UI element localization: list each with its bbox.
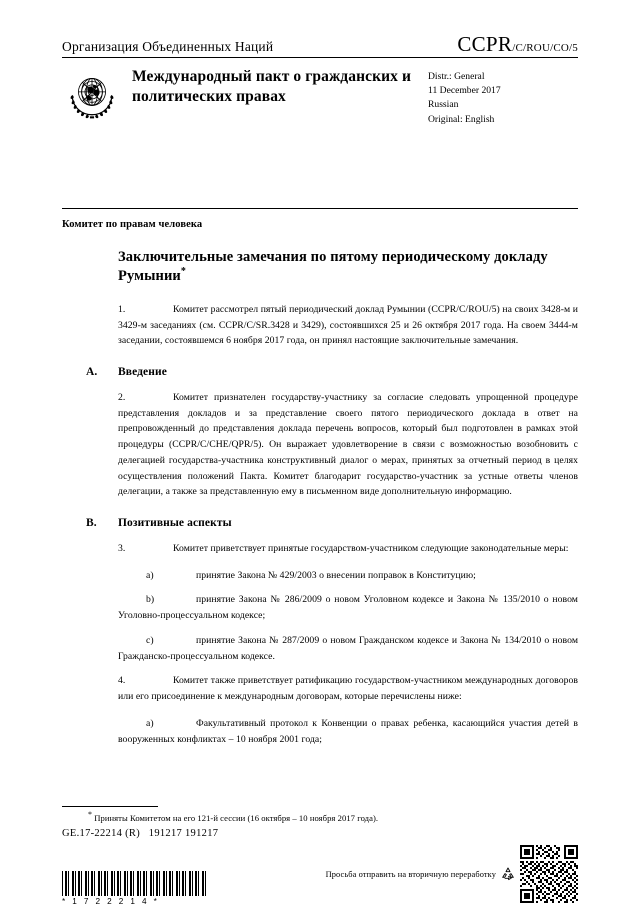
distribution-info (428, 70, 578, 127)
covenant-title: Международный пакт о гражданских и политических правах (132, 68, 412, 106)
section-title: Введение (118, 366, 167, 378)
masthead-divider (62, 57, 578, 58)
barcode-icon (62, 871, 208, 896)
list-item-label: b) (146, 594, 155, 606)
barcode (62, 871, 212, 906)
organization-name: Организация Объединенных Наций (62, 39, 274, 54)
distribution-date: 11 December 2017 (428, 85, 501, 97)
section-letter: A. (86, 366, 98, 378)
recycle-text: Просьба отправить на вторичную переработку (325, 869, 496, 879)
page-title (118, 248, 578, 287)
paragraph (118, 302, 578, 349)
job-dates: 191217 191217 (148, 828, 219, 839)
paragraph-text: Комитет приветствует принятые государством-участником следующие законодательные меры: (173, 543, 569, 555)
footnote-marker: * (88, 810, 93, 820)
distribution-language: Russian (428, 99, 459, 111)
document-symbol-main: CCPR (457, 32, 513, 56)
barcode-number: * 1 7 2 2 2 1 4 * (62, 897, 160, 906)
job-number: GE.17-22214 (R) (62, 828, 140, 839)
paragraph-number: 4. (118, 675, 126, 687)
un-emblem-icon (66, 69, 118, 121)
list-item-text: принятие Закона № 429/2003 о внесении поправок в Конституцию; (196, 569, 476, 581)
document-symbol (457, 34, 578, 55)
list-item-text: Факультативный протокол к Конвенции о правах ребенка, касающийся участия детей в вооруженных конфликтах – 10 ноября 2001 года; (118, 717, 578, 745)
list-item-label: a) (146, 569, 154, 581)
footnote (88, 812, 578, 824)
paragraph-number: 1. (118, 303, 126, 315)
list-item (118, 633, 578, 664)
paragraph (118, 673, 578, 704)
paragraph-text: Комитет также приветствует ратификацию государством-участником международных договоров или его присоединение к международным договорам, которые перечислены ниже: (118, 675, 578, 703)
list-item-text: принятие Закона № 286/2009 о новом Уголовном кодексе и Закона № 135/2010 о новом Уголовно-процессуальном кодексе; (118, 594, 578, 622)
list-item (118, 592, 578, 623)
list-item-label: a) (146, 717, 154, 729)
page-title-text: Заключительные замечания по пятому периодическому докладу Румынии (118, 249, 548, 285)
masthead-body-row (62, 67, 578, 135)
job-number-line (62, 828, 578, 839)
section-heading-b (86, 517, 578, 529)
paragraph (118, 390, 578, 500)
paragraph-text: Комитет рассмотрел пятый периодический доклад Румынии (CCPR/C/ROU/5) на своих 3428-м и 3429-м заседаниях (см. CCPR/C/SR.3428 и 3429), состоявшихся 25 и 26 октября 2017 года. На своем 3444-м заседании, состоявшемся 6 ноября 2017 года, он принял настоящие заключительные замечания. (118, 303, 578, 347)
document-content (62, 219, 578, 756)
content-divider (62, 208, 578, 209)
masthead-top-row (62, 34, 578, 57)
list-item (118, 716, 578, 747)
distribution-type: Distr.: General (428, 71, 485, 82)
list-item-text: принятие Закона № 287/2009 о новом Гражданском кодексе и Закона № 134/2010 о новом Гражданско-процессуальном кодексе. (118, 634, 578, 662)
footnote-divider (62, 806, 158, 807)
page-footer (62, 828, 578, 906)
recycle-notice (326, 845, 578, 903)
paragraph-number: 3. (118, 543, 126, 555)
section-letter: B. (86, 517, 97, 530)
masthead (62, 34, 578, 135)
committee-name: Комитет по правам человека (62, 219, 203, 230)
document-symbol-suffix: /C/ROU/CO/5 (512, 42, 578, 54)
paragraph-number: 2. (118, 392, 126, 403)
recycle-icon (500, 866, 516, 882)
footnote-text: Приняты Комитетом на его 121-й сессии (16 октября – 10 ноября 2017 года). (94, 813, 379, 823)
footer-row (62, 845, 578, 906)
section-heading-a (86, 366, 578, 378)
section-title: Позитивные аспекты (118, 517, 232, 530)
footnote-area (62, 806, 578, 824)
qr-code-icon (520, 845, 578, 903)
list-item-label: c) (146, 634, 154, 646)
distribution-original: Original: English (428, 113, 495, 125)
list-item (118, 568, 578, 584)
paragraph-text: Комитет признателен государству-участнику за согласие следовать упрощенной процедуре представления докладов и за представление своего пятого периодического доклада в ответ на препровожденный до представления доклада перечень вопросов, который был подготовлен в рамках этой процедуры (CCPR/C/CHE/QPR/5). Он выражает удовлетворение в связи с возможностью возобновить с делегацией государства-участника конструктивный диалог о мерах, принятых за отчетный период в целях осуществления положений Пакта. Комитет благодарит государство-участник за устные ответы членов делегации, а также за представленную ему в письменном виде дополнительную информацию. (118, 392, 578, 498)
title-footnote-marker: * (180, 266, 186, 278)
paragraph (118, 541, 578, 557)
